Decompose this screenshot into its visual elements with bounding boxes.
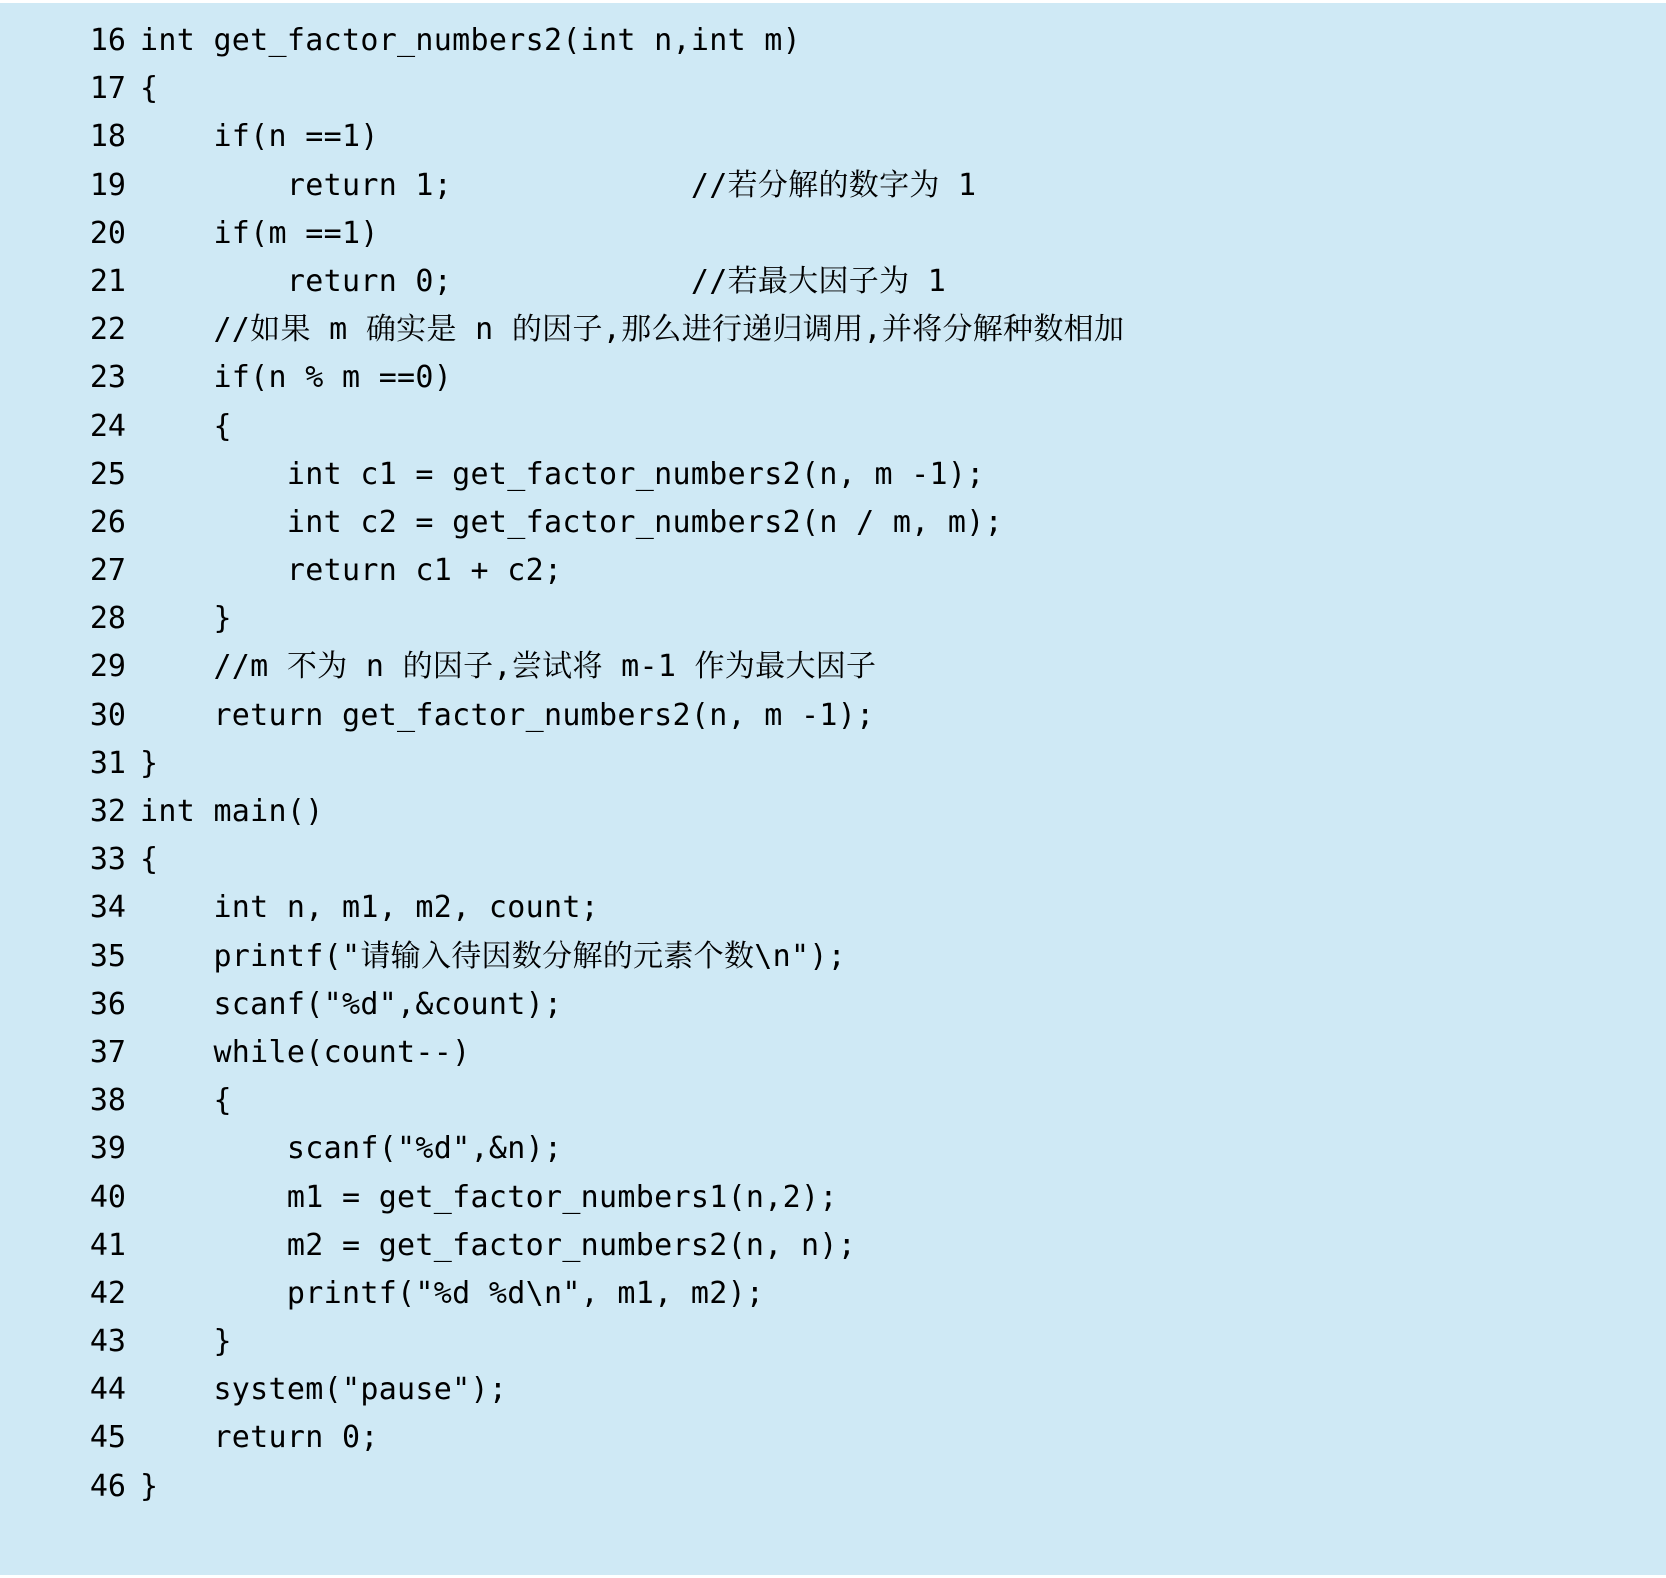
- code-line: [0, 306, 1666, 354]
- line-number: 39: [89, 1131, 126, 1167]
- line-number: 24: [89, 408, 126, 444]
- code-line: [0, 1318, 1666, 1366]
- line-code: {: [140, 1083, 232, 1119]
- code-line: [0, 981, 1666, 1029]
- code-line: [0, 258, 1666, 306]
- code-line: [0, 65, 1666, 113]
- line-code: return 0;: [140, 1420, 379, 1456]
- code-line: [0, 162, 1666, 210]
- line-code: }: [140, 601, 232, 637]
- line-code: return 1; //若分解的数字为 1: [140, 167, 977, 203]
- code-line: [0, 1222, 1666, 1270]
- line-number: 31: [89, 745, 126, 781]
- code-line: [0, 210, 1666, 258]
- code-line: [0, 499, 1666, 547]
- line-code: scanf("%d",&n);: [140, 1131, 563, 1167]
- line-code: if(n ==1): [140, 119, 379, 155]
- code-line: [0, 740, 1666, 788]
- code-line: [0, 354, 1666, 402]
- line-code: {: [140, 71, 159, 107]
- line-code: system("pause");: [140, 1372, 508, 1408]
- code-line: [0, 933, 1666, 981]
- line-number: 45: [89, 1420, 126, 1456]
- line-number: 28: [89, 601, 126, 637]
- line-code: int main(): [140, 794, 324, 829]
- line-number: 22: [89, 312, 126, 348]
- line-code: int c2 = get_factor_numbers2(n / m, m);: [140, 504, 1003, 540]
- line-number: 41: [89, 1227, 126, 1263]
- code-line: [0, 1029, 1666, 1077]
- line-code: while(count--): [140, 1034, 471, 1070]
- code-line: [0, 451, 1666, 499]
- code-line: [0, 1077, 1666, 1125]
- line-code: if(n % m ==0): [140, 360, 453, 396]
- line-code: printf("请输入待因数分解的元素个数\n");: [140, 938, 847, 974]
- line-number: 21: [89, 263, 126, 299]
- code-line: [0, 836, 1666, 884]
- line-number: 46: [89, 1468, 126, 1504]
- line-number: 35: [89, 938, 126, 974]
- line-number: 36: [89, 986, 126, 1022]
- code-line: [0, 547, 1666, 595]
- code-line: [0, 692, 1666, 740]
- line-code: return get_factor_numbers2(n, m -1);: [140, 697, 875, 733]
- line-code: }: [140, 1468, 159, 1504]
- code-line: [0, 403, 1666, 451]
- code-line: [0, 884, 1666, 932]
- code-line: [0, 1463, 1666, 1511]
- line-code: scanf("%d",&count);: [140, 986, 563, 1022]
- line-code: m2 = get_factor_numbers2(n, n);: [140, 1227, 857, 1263]
- line-code: //如果 m 确实是 n 的因子,那么进行递归调用,并将分解种数相加: [140, 312, 1125, 348]
- line-number: 43: [89, 1324, 126, 1360]
- line-code: int c1 = get_factor_numbers2(n, m -1);: [140, 456, 985, 492]
- line-number: 16: [89, 23, 126, 58]
- line-code: int get_factor_numbers2(int n,int m): [140, 23, 802, 58]
- line-code: if(m ==1): [140, 215, 379, 251]
- line-code: }: [140, 1324, 232, 1360]
- line-number: 27: [89, 553, 126, 589]
- code-line: [0, 788, 1666, 836]
- line-number: 25: [89, 456, 126, 492]
- line-code: }: [140, 745, 159, 781]
- line-number: 38: [89, 1083, 126, 1119]
- line-number: 20: [89, 215, 126, 251]
- code-line: [0, 1270, 1666, 1318]
- line-number: 29: [89, 649, 126, 685]
- line-number: 30: [89, 697, 126, 733]
- line-code: m1 = get_factor_numbers1(n,2);: [140, 1179, 838, 1215]
- line-code: //m 不为 n 的因子,尝试将 m-1 作为最大因子: [140, 649, 877, 685]
- code-line: [0, 113, 1666, 161]
- code-line: [0, 1174, 1666, 1222]
- code-line: [0, 1366, 1666, 1414]
- line-code: return 0; //若最大因子为 1: [140, 263, 947, 299]
- line-code: printf("%d %d\n", m1, m2);: [140, 1275, 765, 1311]
- line-number: 33: [89, 842, 126, 878]
- line-number: 23: [89, 360, 126, 396]
- code-line: [0, 595, 1666, 643]
- line-code: int n, m1, m2, count;: [140, 890, 600, 926]
- line-number: 32: [89, 794, 126, 829]
- line-number: 37: [89, 1034, 126, 1070]
- line-code: {: [140, 408, 232, 444]
- line-number: 18: [89, 119, 126, 155]
- code-line: [0, 1414, 1666, 1462]
- line-number: 42: [89, 1275, 126, 1311]
- code-line: [0, 1125, 1666, 1173]
- line-code: {: [140, 842, 159, 878]
- line-number: 44: [89, 1372, 126, 1408]
- line-code: return c1 + c2;: [140, 553, 563, 589]
- line-number: 17: [89, 71, 126, 107]
- code-line: [0, 643, 1666, 691]
- line-number: 26: [89, 504, 126, 540]
- line-number: 40: [89, 1179, 126, 1215]
- code-line: [0, 17, 1666, 65]
- line-number: 19: [89, 167, 126, 203]
- line-number: 34: [89, 890, 126, 926]
